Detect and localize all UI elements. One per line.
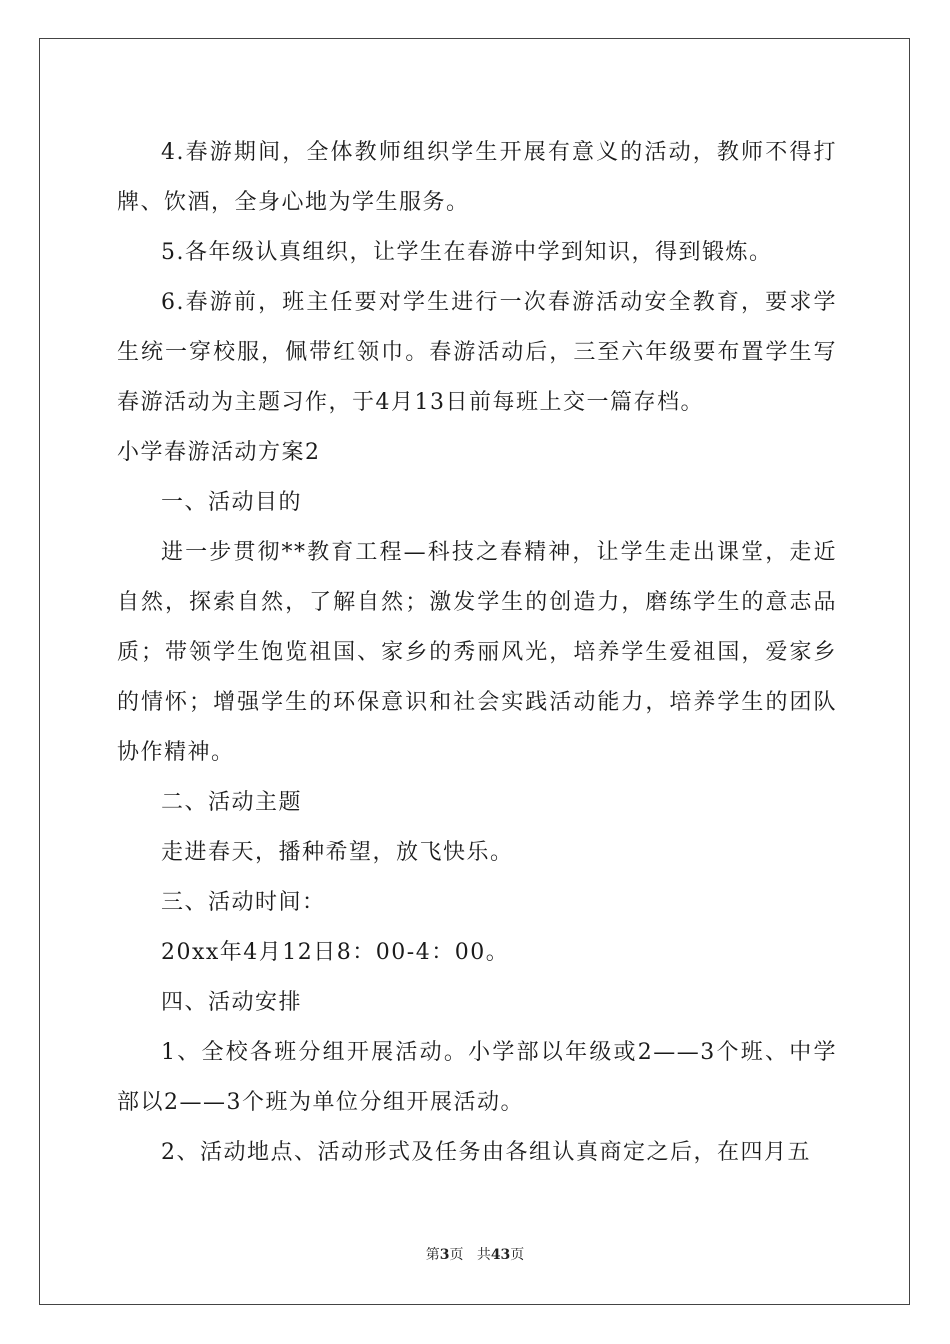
footer-page-prefix: 第	[425, 1247, 440, 1263]
paragraph: 走进春天，播种希望，放飞快乐。	[161, 840, 514, 865]
footer-page-suffix: 页	[449, 1247, 464, 1263]
paragraph: 6.春游前，班主任要对学生进行一次春游活动安全教育，要求学生统一穿校服，佩带红领巾。春游活动后，三至六年级要布置学生写春游活动为主题习作，于4月13日前每班上交一篇存档。	[117, 290, 837, 415]
footer-total-prefix: 共	[476, 1247, 491, 1263]
section-heading: 二、活动主题	[161, 790, 303, 815]
paragraph: 5.各年级认真组织，让学生在春游中学到知识，得到锻炼。	[161, 240, 773, 265]
paragraph: 20xx年4月12日8：00-4：00。	[161, 940, 510, 965]
paragraph: 2、活动地点、活动形式及任务由各组认真商定之后，在四月五	[161, 1140, 811, 1165]
page-footer	[0, 1246, 950, 1264]
section-heading: 一、活动目的	[161, 490, 303, 515]
footer-page-number: 3	[439, 1247, 450, 1263]
section-heading: 四、活动安排	[161, 990, 303, 1015]
paragraph: 进一步贯彻**教育工程—科技之春精神，让学生走出课堂，走近自然，探索自然，了解自然；激发学生的创造力，磨练学生的意志品质；带领学生饱览祖国、家乡的秀丽风光，培养学生爱祖国，爱家乡的情怀；增强学生的环保意识和社会实践活动能力，培养学生的团队协作精神。	[117, 540, 837, 765]
footer-total-pages: 43	[490, 1247, 511, 1263]
paragraph: 1、全校各班分组开展活动。小学部以年级或2——3个班、中学部以2——3个班为单位分组开展活动。	[117, 1040, 837, 1115]
paragraph: 4.春游期间，全体教师组织学生开展有意义的活动，教师不得打牌、饮酒，全身心地为学生服务。	[117, 140, 837, 215]
section-title: 小学春游活动方案2	[117, 440, 321, 465]
section-heading: 三、活动时间：	[161, 890, 326, 915]
document-body	[117, 128, 837, 1178]
footer-total-suffix: 页	[510, 1247, 525, 1263]
